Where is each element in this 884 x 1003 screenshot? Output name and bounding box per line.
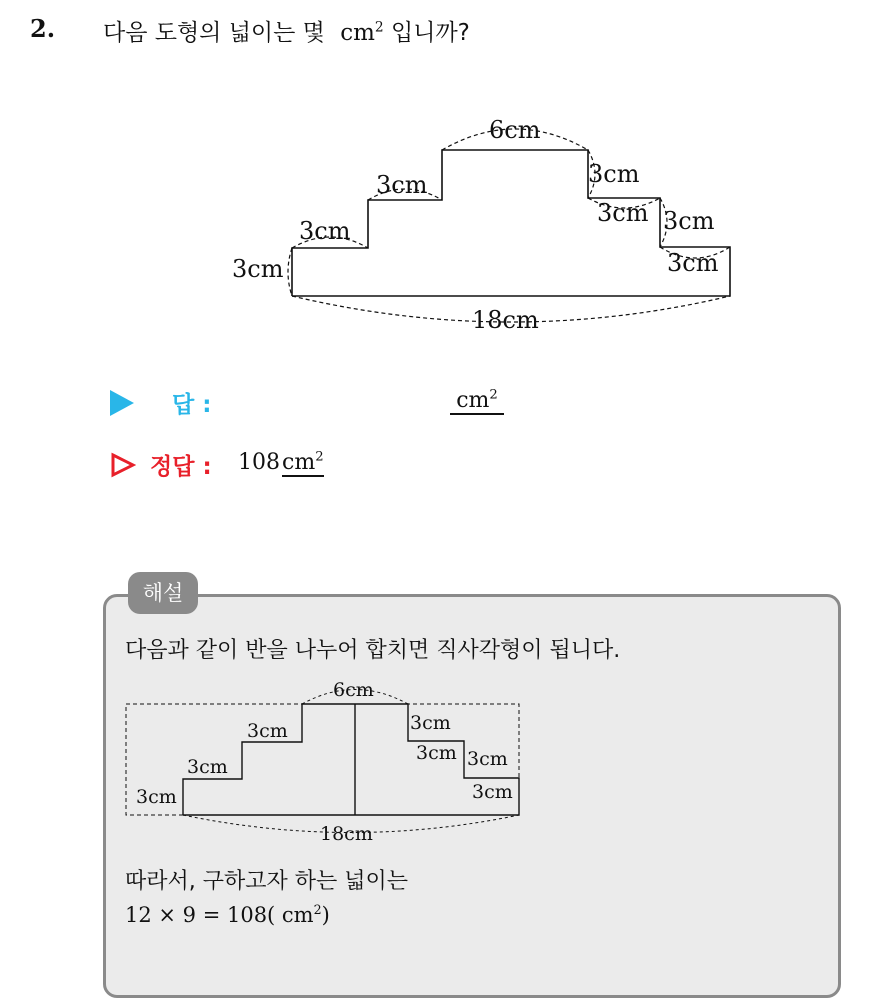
exp-label-right-h1: 3cm [416, 742, 457, 764]
label-left-step2: 3cm [299, 217, 351, 245]
question-number: 2. [30, 14, 56, 43]
equation-exponent: 2 [313, 902, 322, 917]
correct-value: 108 [238, 450, 280, 475]
answer-unit: cm [456, 388, 490, 413]
question-unit-base: cm [340, 20, 375, 46]
label-right-h1: 3cm [597, 199, 649, 227]
equation-main: 12 × 9 = 108( cm [125, 903, 314, 927]
exp-label-bottom: 18cm [320, 823, 373, 845]
explanation-line1: 다음과 같이 반을 나누어 합치면 직사각형이 됩니다. [125, 638, 621, 663]
exp-label-right-v1: 3cm [410, 712, 451, 734]
label-left-step1: 3cm [232, 255, 284, 283]
label-right-v1: 3cm [588, 160, 640, 188]
label-bottom: 18cm [472, 306, 539, 334]
exp-label-top: 6cm [333, 679, 374, 701]
explanation-tab: 해설 [128, 572, 198, 614]
exp-label-right-h2: 3cm [472, 781, 513, 803]
label-right-v2: 3cm [663, 207, 715, 235]
answer-label: 답 : [172, 392, 212, 418]
question-prompt: 다음 도형의 넓이는 몇 [103, 20, 325, 46]
label-left-step3: 3cm [376, 171, 428, 199]
exp-label-left-step2: 3cm [187, 756, 228, 778]
equation-close: ) [321, 903, 330, 927]
correct-label: 정답 : [150, 454, 212, 480]
correct-unit: cm [282, 450, 316, 475]
label-right-h2: 3cm [667, 249, 719, 277]
exp-label-right-v2: 3cm [467, 748, 508, 770]
correct-unit-exponent: 2 [315, 449, 324, 465]
exp-label-left-step3: 3cm [247, 720, 288, 742]
question-suffix: 입니까? [391, 20, 470, 46]
explanation-line2: 따라서, 구하고자 하는 넓이는 [125, 869, 408, 894]
exp-label-left-step1: 3cm [136, 786, 177, 808]
label-top: 6cm [489, 116, 541, 144]
explanation-equation [125, 903, 330, 927]
question-unit-exponent: 2 [374, 19, 384, 36]
dashed-rectangle [126, 704, 519, 815]
answer-unit-exponent: 2 [489, 387, 498, 403]
